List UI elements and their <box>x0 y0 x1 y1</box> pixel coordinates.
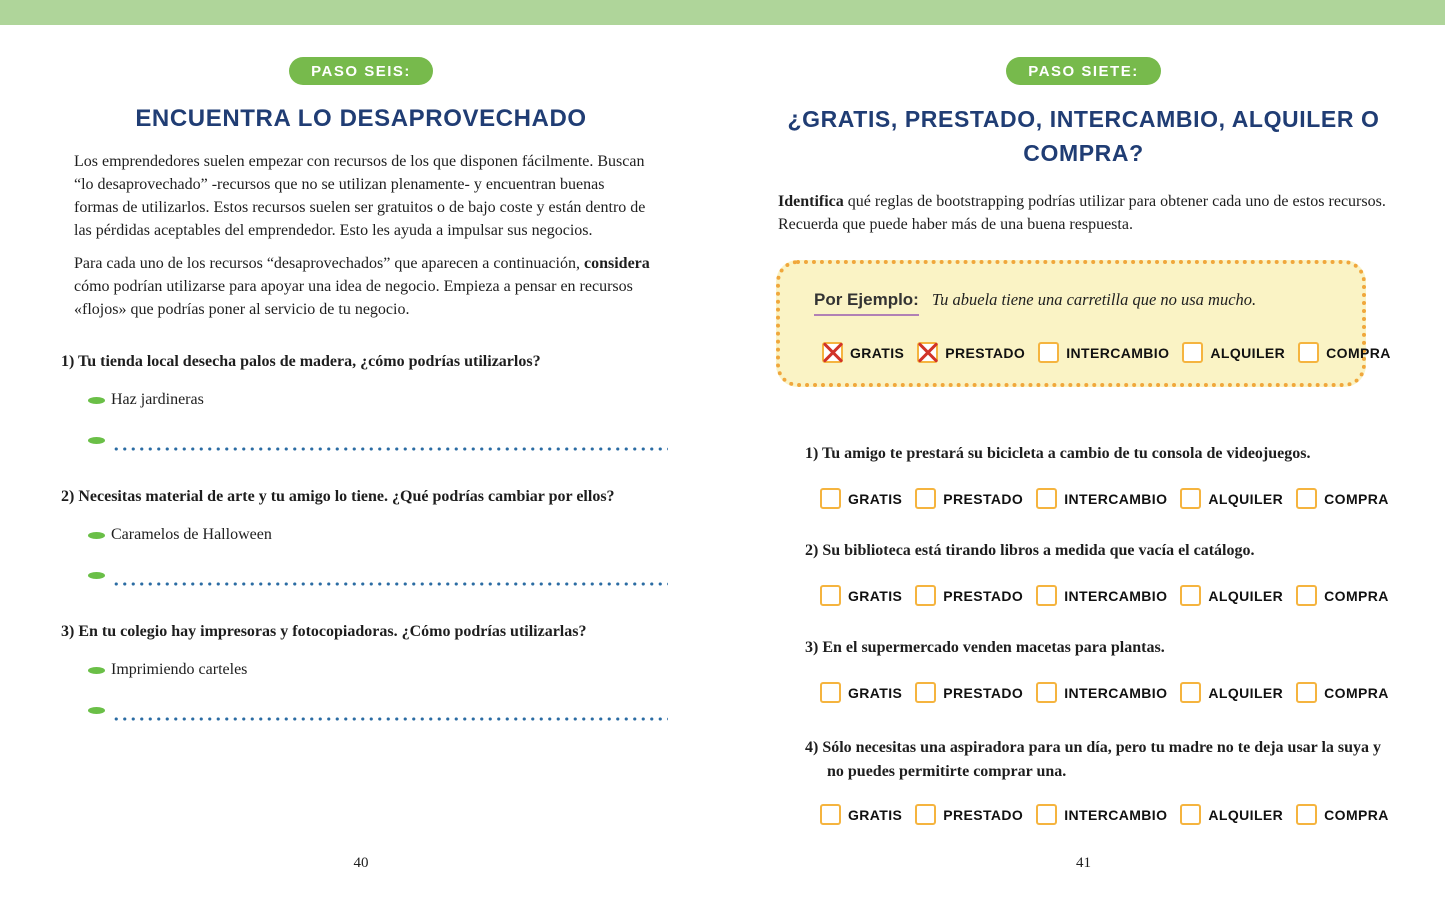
leaf-bullet-icon <box>88 397 105 404</box>
checkbox-gratis[interactable] <box>822 342 843 363</box>
question-block-3 <box>61 622 667 726</box>
option-prestado[interactable] <box>915 585 1023 606</box>
step-badge-paso-seis: PASO SEIS: <box>289 57 433 85</box>
option-label: COMPRA <box>1326 344 1391 361</box>
answer-text: Caramelos de Halloween <box>111 526 272 543</box>
example-label: Por Ejemplo: <box>814 290 919 316</box>
checkbox-compra[interactable] <box>1298 342 1319 363</box>
right-question-4-label: 4) Sólo necesitas una aspiradora para un día, pero tu madre no te deja usar la suya y no puedes permitirte comprar una. <box>805 739 1382 780</box>
right-question-1-label: 1) Tu amigo te prestará su bicicleta a cambio de tu consola de videojuegos. <box>805 445 1311 462</box>
option-intercambio[interactable] <box>1038 342 1169 363</box>
option-alquiler[interactable] <box>1180 804 1283 825</box>
leaf-bullet-icon <box>88 707 105 714</box>
paragraph-2-post: cómo podrían utilizarse para apoyar una idea de negocio. Empieza a pensar en recursos «flojos» que podrías poner al servicio de tu negocio. <box>74 278 633 318</box>
checkbox-gratis[interactable] <box>820 682 841 703</box>
top-accent-bar <box>0 0 1445 25</box>
option-label: COMPRA <box>1324 490 1389 507</box>
checkbox-prestado[interactable] <box>915 585 936 606</box>
checkbox-prestado[interactable] <box>917 342 938 363</box>
page-title-right-line1: ¿GRATIS, PRESTADO, INTERCAMBIO, ALQUILER O <box>787 106 1380 132</box>
option-label: ALQUILER <box>1208 490 1284 507</box>
option-gratis[interactable] <box>820 585 902 606</box>
option-label: INTERCAMBIO <box>1066 344 1170 361</box>
page-number-right: 41 <box>1076 855 1091 871</box>
leaf-bullet-icon <box>88 572 105 579</box>
checkbox-gratis[interactable] <box>820 804 841 825</box>
checkbox-compra[interactable] <box>1296 585 1317 606</box>
intro-bold: Identifica <box>778 193 844 210</box>
question-1-label: 1) Tu tienda local desecha palos de madera, ¿cómo podrías utilizarlos? <box>61 353 541 370</box>
option-label: INTERCAMBIO <box>1064 684 1168 701</box>
page-right <box>722 25 1445 903</box>
option-label: ALQUILER <box>1210 344 1286 361</box>
option-prestado[interactable] <box>917 342 1025 363</box>
leaf-bullet-icon <box>88 532 105 539</box>
option-gratis[interactable] <box>820 804 902 825</box>
checkbox-prestado[interactable] <box>915 804 936 825</box>
blank-answer-row <box>88 569 667 591</box>
option-intercambio[interactable] <box>1036 488 1167 509</box>
option-prestado[interactable] <box>915 804 1023 825</box>
option-compra[interactable] <box>1296 804 1389 825</box>
question-4-options-row <box>820 804 1445 825</box>
checkbox-gratis[interactable] <box>820 488 841 509</box>
option-intercambio[interactable] <box>1036 585 1167 606</box>
intro-paragraph-1 <box>74 150 650 242</box>
page-title-left: ENCUENTRA LO DESAPROVECHADO <box>135 105 587 132</box>
option-compra[interactable] <box>1296 488 1389 509</box>
paragraph-2-pre: Para cada uno de los recursos “desaprovechados” que aparecen a continuación, <box>74 255 584 272</box>
option-label: COMPRA <box>1324 806 1389 823</box>
option-alquiler[interactable] <box>1180 682 1283 703</box>
checkbox-compra[interactable] <box>1296 682 1317 703</box>
option-gratis[interactable] <box>820 488 902 509</box>
option-label: PRESTADO <box>943 684 1024 701</box>
example-text: Tu abuela tiene una carretilla que no usa mucho. <box>931 290 1257 309</box>
option-alquiler[interactable] <box>1180 585 1283 606</box>
page-title-right <box>722 102 1445 170</box>
question-3-options-row <box>820 682 1445 703</box>
option-label: COMPRA <box>1324 587 1389 604</box>
intro-rest: qué reglas de bootstrapping podrías utilizar para obtener cada uno de estos recursos. Recuerda que puede haber más de una buena respuesta. <box>778 193 1386 233</box>
answer-row <box>88 390 667 410</box>
checkbox-compra[interactable] <box>1296 488 1317 509</box>
option-label: PRESTADO <box>945 344 1026 361</box>
paragraph-2-bold: considera <box>584 255 650 272</box>
checkbox-prestado[interactable] <box>915 682 936 703</box>
option-label: PRESTADO <box>943 806 1024 823</box>
intro-paragraph-2 <box>74 252 650 321</box>
checkbox-intercambio[interactable] <box>1036 488 1057 509</box>
checkbox-prestado[interactable] <box>915 488 936 509</box>
option-label: PRESTADO <box>943 587 1024 604</box>
option-compra[interactable] <box>1296 585 1389 606</box>
leaf-bullet-icon <box>88 667 105 674</box>
question-3-label: 3) En tu colegio hay impresoras y fotocopiadoras. ¿Cómo podrías utilizarlas? <box>61 623 587 640</box>
answer-row <box>88 660 667 680</box>
option-prestado[interactable] <box>915 682 1023 703</box>
question-2-label: 2) Necesitas material de arte y tu amigo lo tiene. ¿Qué podrías cambiar por ellos? <box>61 488 615 505</box>
option-alquiler[interactable] <box>1182 342 1285 363</box>
page-number-left: 40 <box>353 855 369 871</box>
option-compra[interactable] <box>1298 342 1391 363</box>
example-options-row <box>822 342 1391 363</box>
badge-wrap-right <box>722 57 1445 85</box>
option-gratis[interactable] <box>820 682 902 703</box>
option-compra[interactable] <box>1296 682 1389 703</box>
right-question-2-label: 2) Su biblioteca está tirando libros a medida que vacía el catálogo. <box>805 542 1255 559</box>
option-label: ALQUILER <box>1208 587 1284 604</box>
intro-paragraph-right <box>778 190 1387 236</box>
option-intercambio[interactable] <box>1036 804 1167 825</box>
option-label: COMPRA <box>1324 684 1389 701</box>
answer-row <box>88 525 667 545</box>
question-1-options-row <box>820 488 1445 509</box>
checkbox-intercambio[interactable] <box>1036 682 1057 703</box>
option-label: GRATIS <box>848 806 903 823</box>
answer-text: Haz jardineras <box>111 391 204 408</box>
checkbox-alquiler[interactable] <box>1182 342 1203 363</box>
right-question-3-label: 3) En el supermercado venden macetas para plantas. <box>805 639 1165 656</box>
option-label: ALQUILER <box>1208 684 1284 701</box>
option-label: GRATIS <box>850 344 905 361</box>
option-label: INTERCAMBIO <box>1064 587 1168 604</box>
intro-paragraph-1-text: Los emprendedores suelen empezar con recursos de los que disponen fácilmente. Buscan “lo desaprovechado” -recursos que no se utilizan plenamente- y encuentran buenas formas de utilizarlos. Estos recursos suelen ser gratuitos o de bajo coste y están dentro de las pérdidas aceptables del emprendedor. Esto les ayuda a impulsar sus negocios. <box>74 153 646 239</box>
checkbox-intercambio[interactable] <box>1036 804 1057 825</box>
question-2-options-row <box>820 585 1445 606</box>
leaf-bullet-icon <box>88 437 105 444</box>
option-label: INTERCAMBIO <box>1064 490 1168 507</box>
blank-answer-row <box>88 434 667 456</box>
option-label: GRATIS <box>848 587 903 604</box>
option-alquiler[interactable] <box>1180 488 1283 509</box>
checkbox-alquiler[interactable] <box>1180 682 1201 703</box>
option-label: PRESTADO <box>943 490 1024 507</box>
checkbox-intercambio[interactable] <box>1038 342 1059 363</box>
option-label: INTERCAMBIO <box>1064 806 1168 823</box>
option-label: GRATIS <box>848 490 903 507</box>
option-intercambio[interactable] <box>1036 682 1167 703</box>
checkbox-gratis[interactable] <box>820 585 841 606</box>
answer-dotted-line[interactable] <box>112 447 668 451</box>
checkbox-alquiler[interactable] <box>1180 804 1201 825</box>
checkbox-compra[interactable] <box>1296 804 1317 825</box>
answer-dotted-line[interactable] <box>112 717 668 721</box>
answer-dotted-line[interactable] <box>112 582 668 586</box>
page-left <box>0 25 722 903</box>
page-title-right-line2: COMPRA? <box>1023 140 1144 166</box>
step-badge-paso-siete: PASO SIETE: <box>1006 57 1160 85</box>
checkbox-alquiler[interactable] <box>1180 488 1201 509</box>
blank-answer-row <box>88 704 667 726</box>
option-label: GRATIS <box>848 684 903 701</box>
checkbox-intercambio[interactable] <box>1036 585 1057 606</box>
option-gratis[interactable] <box>822 342 904 363</box>
checkbox-alquiler[interactable] <box>1180 585 1201 606</box>
question-block-1 <box>61 352 667 456</box>
option-label: ALQUILER <box>1208 806 1284 823</box>
badge-wrap-left <box>0 57 722 85</box>
question-block-2 <box>61 487 667 591</box>
example-label-row <box>814 290 1362 316</box>
answer-text: Imprimiendo carteles <box>111 661 248 678</box>
example-box <box>776 260 1391 387</box>
option-prestado[interactable] <box>915 488 1023 509</box>
